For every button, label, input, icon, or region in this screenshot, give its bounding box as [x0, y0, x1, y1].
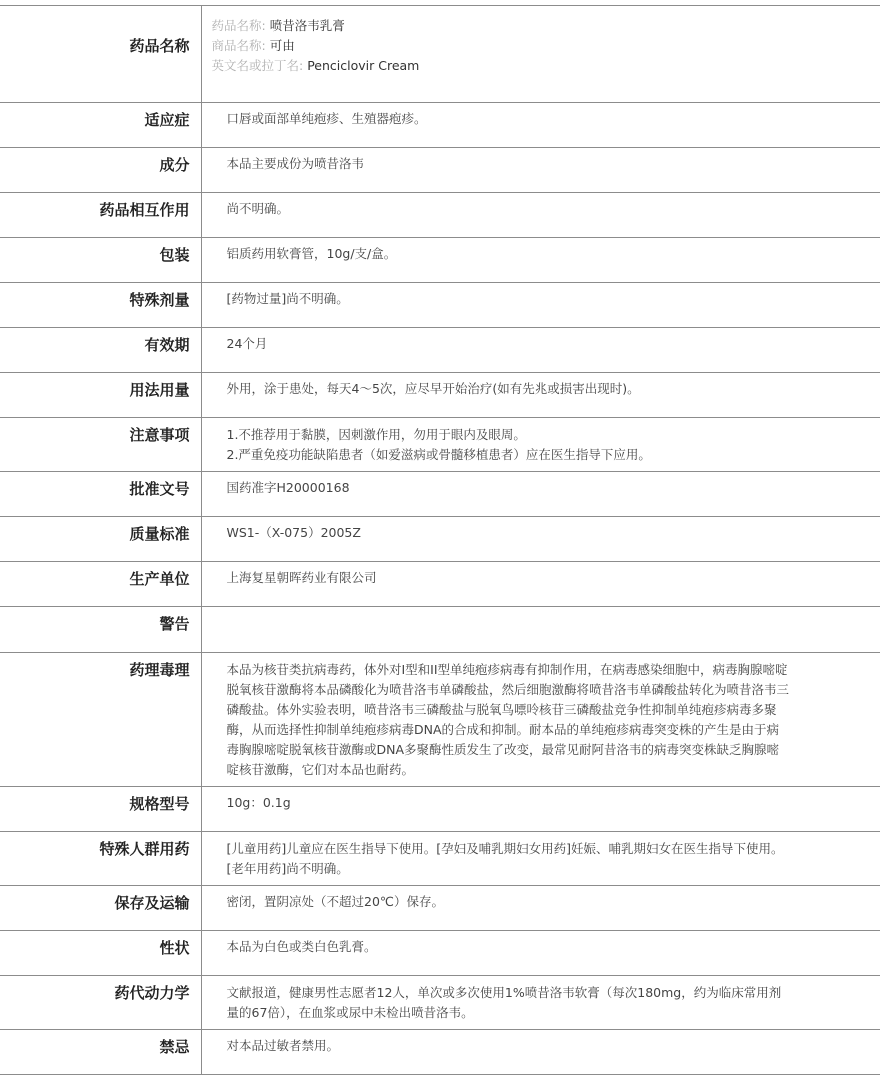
row-label-appearance: 性状	[0, 931, 201, 976]
row-label-manufacturer: 生产单位	[0, 562, 201, 607]
row-value-shelf-life: 24个月	[226, 336, 268, 351]
row-label-storage: 保存及运输	[0, 886, 201, 931]
row-value-quality-standard: WS1-（X-075）2005Z	[226, 525, 361, 540]
row-label-precautions: 注意事项	[0, 418, 201, 472]
row-pharmacokinetics	[0, 976, 880, 1030]
trade-name-value: 可由	[269, 38, 295, 53]
row-label-interactions: 药品相互作用	[0, 193, 201, 238]
row-label-ingredients: 成分	[0, 148, 201, 193]
trade-name-line	[212, 36, 791, 56]
row-value-specification: 10g：0.1g	[226, 795, 291, 810]
row-value-indications: 口唇或面部单纯疱疹、生殖器疱疹。	[226, 111, 427, 126]
row-value-packaging: 铝质药用软膏管，10g/支/盒。	[226, 246, 397, 261]
row-ingredients	[0, 148, 880, 193]
row-special-populations	[0, 832, 880, 886]
english-name-value: Penciclovir Cream	[307, 58, 420, 73]
row-interactions	[0, 193, 880, 238]
row-label-shelf-life: 有效期	[0, 328, 201, 373]
row-warning	[0, 607, 880, 653]
row-value-manufacturer: 上海复星朝晖药业有限公司	[226, 570, 377, 585]
row-label-overdose: 特殊剂量	[0, 283, 201, 328]
drug-names-cell	[201, 6, 880, 103]
row-value-ingredients: 本品主要成份为喷昔洛韦	[226, 156, 365, 171]
row-label-dosage: 用法用量	[0, 373, 201, 418]
row-value-interactions: 尚不明确。	[226, 201, 290, 216]
row-label-warning: 警告	[0, 607, 201, 653]
row-value-overdose: [药物过量]尚不明确。	[226, 291, 349, 306]
row-label-pharmacology: 药理毒理	[0, 653, 201, 787]
row-value-precautions	[201, 418, 880, 472]
row-label-drug-name: 药品名称	[0, 6, 201, 103]
row-packaging	[0, 238, 880, 283]
row-pharmacology	[0, 653, 880, 787]
row-specification	[0, 787, 880, 832]
generic-name-value: 喷昔洛韦乳膏	[269, 18, 345, 33]
row-label-indications: 适应症	[0, 103, 201, 148]
row-overdose	[0, 283, 880, 328]
row-dosage	[0, 373, 880, 418]
row-indications	[0, 103, 880, 148]
row-value-warning	[201, 607, 880, 653]
row-drug-name	[0, 6, 880, 103]
row-approval-number	[0, 472, 880, 517]
row-label-approval-number: 批准文号	[0, 472, 201, 517]
row-label-contraindications: 禁忌	[0, 1030, 201, 1075]
precaution-item-1: 1.不推荐用于黏膜，因刺激作用，勿用于眼内及眼周。	[226, 427, 526, 442]
drug-spec-table	[0, 5, 880, 1075]
row-label-pharmacokinetics: 药代动力学	[0, 976, 201, 1030]
precaution-item-2: 2.严重免疫功能缺陷患者（如爱滋病或骨髓移植患者）应在医生指导下应用。	[226, 447, 651, 462]
row-contraindications	[0, 1030, 880, 1075]
row-quality-standard	[0, 517, 880, 562]
trade-name-key: 商品名称:	[211, 38, 266, 53]
row-value-contraindications: 对本品过敏者禁用。	[226, 1038, 340, 1053]
generic-name-key: 药品名称:	[211, 18, 266, 33]
row-value-appearance: 本品为白色或类白色乳膏。	[226, 939, 377, 954]
row-value-storage: 密闭，置阴凉处（不超过20℃）保存。	[226, 894, 444, 909]
row-manufacturer	[0, 562, 880, 607]
english-name-key: 英文名或拉丁名:	[211, 58, 304, 73]
row-value-pharmacology: 本品为核苷类抗病毒药，体外对I型和II型单纯疱疹病毒有抑制作用，在病毒感染细胞中，病毒胸腺嘧啶脱氧核苷激酶将本品磷酸化为喷昔洛韦单磷酸盐，然后细胞激酶将喷昔洛韦单磷酸盐转化为喷昔洛韦三磷酸盐。体外实验表明，喷昔洛韦三磷酸盐与脱氧鸟嘌呤核苷三磷酸盐竞争性抑制单纯疱疹病毒多聚酶，从而选择性抑制单纯疱疹病毒DNA的合成和抑制。耐本品的单纯疱疹病毒突变株的产生是由于病毒胸腺嘧啶脱氧核苷激酶或DNA多聚酶性质发生了改变，最常见耐阿昔洛韦的病毒突变株缺乏胸腺嘧啶核苷激酶，它们对本品也耐药。	[226, 662, 790, 777]
row-value-special-populations: [儿童用药]儿童应在医生指导下使用。[孕妇及哺乳期妇女用药]妊娠、哺乳期妇女在医生指导下使用。[老年用药]尚不明确。	[226, 841, 784, 876]
row-precautions	[0, 418, 880, 472]
row-label-special-populations: 特殊人群用药	[0, 832, 201, 886]
generic-name-line	[212, 16, 791, 36]
row-value-pharmacokinetics: 文献报道，健康男性志愿者12人，单次或多次使用1%喷昔洛韦软膏（每次180mg，约为临床常用剂量的67倍），在血浆或尿中未检出喷昔洛韦。	[226, 985, 782, 1020]
row-label-quality-standard: 质量标准	[0, 517, 201, 562]
row-shelf-life	[0, 328, 880, 373]
row-label-packaging: 包装	[0, 238, 201, 283]
english-name-line	[212, 56, 791, 76]
row-appearance	[0, 931, 880, 976]
row-storage	[0, 886, 880, 931]
row-value-approval-number: 国药准字H20000168	[226, 480, 350, 495]
row-value-dosage: 外用，涂于患处，每天4～5次，应尽早开始治疗(如有先兆或损害出现时)。	[226, 381, 640, 396]
row-label-specification: 规格型号	[0, 787, 201, 832]
